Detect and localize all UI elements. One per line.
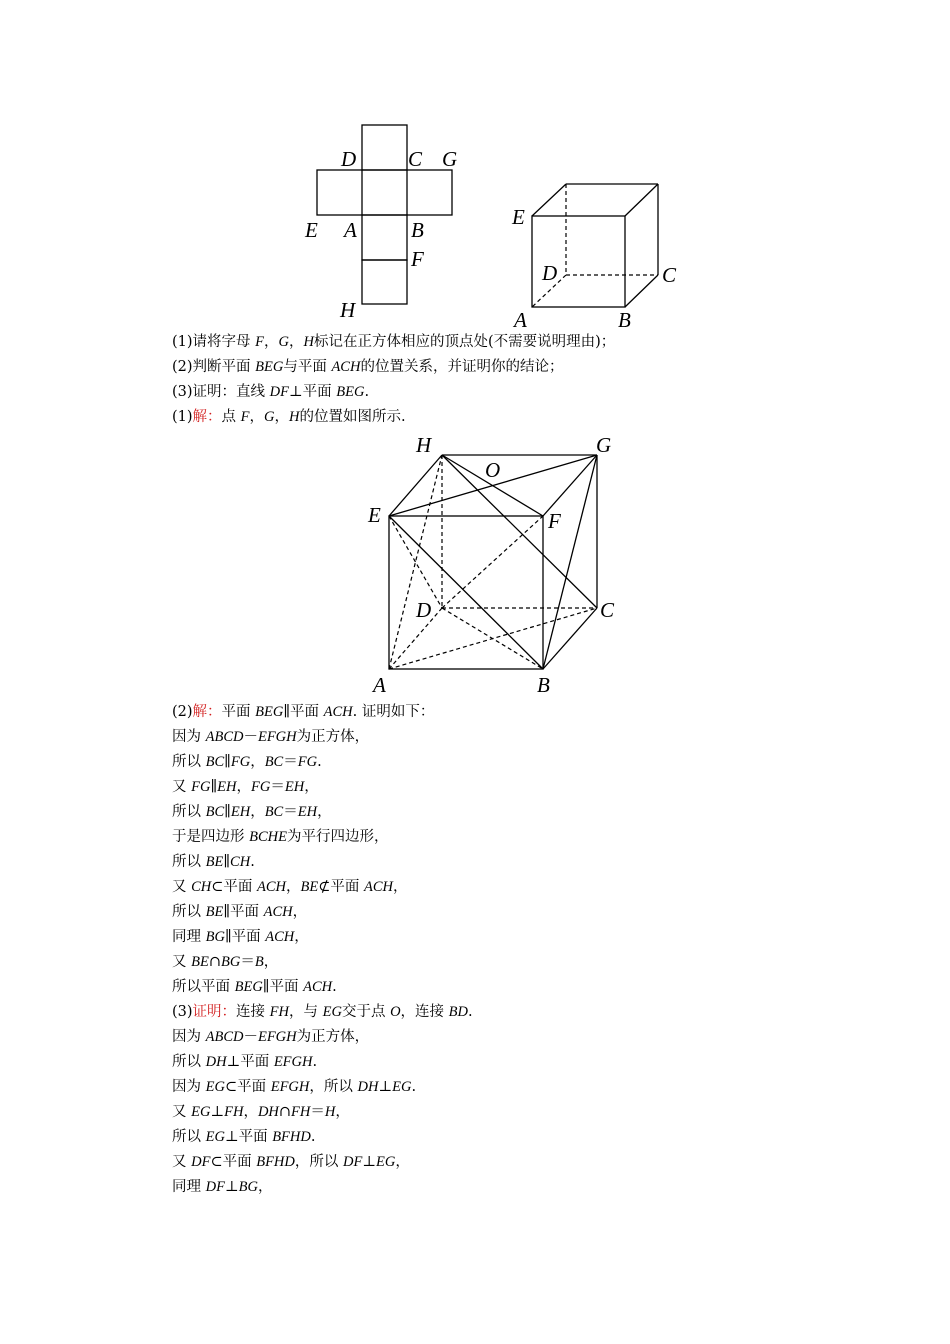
math-symbol: DF [205, 1179, 225, 1195]
math-symbol: H [324, 1104, 336, 1120]
text-segment: ∥平面 [262, 979, 304, 995]
math-symbol: CH [191, 879, 212, 895]
answer-2-heading [172, 703, 434, 721]
text-segment: . [312, 1054, 318, 1070]
text-segment: ＝ [240, 954, 255, 970]
text-segment: . [468, 1004, 473, 1020]
text-segment: . [310, 1129, 316, 1145]
math-symbol: ACH [303, 979, 333, 995]
text-segment: ， [292, 904, 308, 920]
math-symbol: EH [284, 779, 305, 795]
net-cube-diagram [300, 118, 685, 330]
text-segment: ＝ [310, 1104, 325, 1120]
text-segment: 交于点 [341, 1004, 391, 1020]
text-segment: 又 [172, 779, 192, 795]
answer-3-line-3 [172, 1078, 416, 1096]
math-symbol: H [289, 409, 300, 425]
answer-3-line-7 [172, 1178, 272, 1196]
text-segment: ∥ [210, 779, 218, 795]
math-symbol: ACH [257, 879, 287, 895]
math-symbol: FG [191, 779, 211, 795]
text-segment: ， [393, 879, 408, 895]
text-segment: (1)请将字母 [172, 334, 256, 350]
net-label-b: B [411, 218, 424, 242]
text-segment: ∥平面 [223, 904, 264, 920]
cube-label-d: D [542, 261, 558, 285]
text-segment: ⊥ [224, 1179, 239, 1195]
text-segment: 同理 [172, 929, 206, 945]
text-segment: 所以 [172, 804, 206, 820]
math-symbol: BEG [336, 384, 365, 400]
text-segment: ∥ [223, 854, 231, 870]
text-segment: 于是四边形 [172, 829, 250, 845]
sol-label-g: G [596, 433, 612, 457]
answer-3-heading [172, 1003, 473, 1021]
math-symbol: FG [230, 754, 251, 770]
text-segment: . [317, 754, 322, 770]
net-label-a: A [344, 218, 357, 242]
net-label-e: E [305, 218, 318, 242]
sol-label-c: C [600, 598, 615, 622]
text-segment: 为平行四边形， [286, 829, 389, 845]
sol-label-e: E [368, 503, 381, 527]
text-segment: ∥平面 [283, 704, 324, 720]
math-symbol: BG [220, 954, 241, 970]
math-symbol: BEG [255, 704, 284, 720]
text-segment: 因为 [172, 729, 206, 745]
text-segment: 所以 [172, 904, 206, 920]
text-segment: (1) [172, 409, 193, 425]
net-label-d: D [341, 147, 357, 171]
text-segment: ，连接 [400, 1004, 449, 1020]
question-1 [172, 333, 615, 351]
math-symbol: DH [357, 1079, 379, 1095]
math-symbol: DF [343, 1154, 363, 1170]
text-segment: 所以 [172, 754, 206, 770]
text-segment: ，所以 [309, 1079, 358, 1095]
text-segment: ⊥平面 [226, 1054, 274, 1070]
math-symbol: BC [205, 804, 225, 820]
sol-label-d: D [416, 598, 432, 622]
text-segment: ⊥ [362, 1154, 376, 1170]
math-symbol: BCHE [249, 829, 287, 845]
text-segment: ＝ [283, 804, 298, 820]
math-symbol: CH [230, 854, 251, 870]
answer-3-line-4 [172, 1103, 350, 1121]
answer-2-line-7 [172, 878, 408, 896]
text-segment: － [243, 729, 258, 745]
net-label-g: G [442, 147, 458, 171]
math-symbol: BG [205, 929, 225, 945]
cube-label-e: E [512, 205, 525, 229]
net-label-c: C [408, 147, 423, 171]
math-symbol: ACH [265, 929, 295, 945]
text-segment: ， [250, 804, 265, 820]
answer-3-line-6 [172, 1153, 410, 1171]
answer-2-line-11 [172, 978, 337, 996]
math-symbol: BC [264, 804, 284, 820]
net-label-f: F [411, 247, 424, 271]
text-segment: 又 [172, 1104, 192, 1120]
text-segment: 平面 [221, 704, 256, 720]
math-symbol: ACH [323, 704, 353, 720]
solution-tag: 证明： [192, 1004, 237, 1020]
text-segment: ，与 [289, 1004, 323, 1020]
answer-2-line-2 [172, 753, 322, 771]
math-symbol: BE [205, 904, 224, 920]
answer-3-line-5 [172, 1128, 315, 1146]
answer-2-line-9 [172, 928, 309, 946]
text-segment: (3)证明：直线 [172, 384, 270, 400]
text-segment: (2)判断平面 [172, 359, 256, 375]
math-symbol: EG [205, 1129, 225, 1145]
text-segment: ， [249, 409, 265, 425]
text-segment: ⊂平面 [211, 879, 258, 895]
cube-label-b: B [618, 308, 631, 330]
text-segment: ， [395, 1154, 410, 1170]
math-symbol: BC [205, 754, 225, 770]
math-symbol: EH [297, 804, 318, 820]
text-segment: － [243, 1029, 258, 1045]
text-segment: ∥平面 [224, 929, 266, 945]
math-symbol: EH [230, 804, 251, 820]
text-segment: ， [264, 334, 279, 350]
text-segment: 点 [221, 409, 241, 425]
question-3 [172, 383, 369, 401]
text-segment: . [411, 1079, 417, 1095]
math-symbol: ABCD [205, 1029, 244, 1045]
text-segment: ， [289, 334, 304, 350]
math-symbol: FH [291, 1104, 311, 1120]
math-symbol: EFGH [273, 1054, 313, 1070]
math-symbol: BFHD [256, 1154, 295, 1170]
answer-1-heading [172, 408, 406, 426]
text-segment: 所以平面 [172, 979, 235, 995]
text-segment: 所以 [172, 1129, 206, 1145]
text-segment: ∩ [208, 954, 221, 970]
sol-label-h: H [416, 433, 432, 457]
solution-tag: 解： [192, 409, 222, 425]
math-symbol: BE [205, 854, 224, 870]
text-segment: 所以 [172, 854, 206, 870]
text-segment: ， [317, 804, 332, 820]
text-segment: 连接 [236, 1004, 270, 1020]
text-segment: ， [263, 954, 279, 970]
text-segment: ⊥ [210, 1104, 225, 1120]
cube-label-a: A [514, 308, 527, 330]
text-segment: 与平面 [283, 359, 332, 375]
text-segment: 的位置关系，并证明你的结论； [360, 359, 564, 375]
math-symbol: EH [217, 779, 237, 795]
math-symbol: ACH [263, 904, 293, 920]
sol-label-o: O [485, 458, 501, 482]
text-segment: 又 [172, 1154, 192, 1170]
text-segment: ， [250, 754, 265, 770]
math-symbol: F [255, 334, 265, 350]
text-segment: ， [335, 1104, 350, 1120]
math-symbol: G [278, 334, 289, 350]
math-symbol: DF [191, 1154, 211, 1170]
sol-label-a: A [373, 673, 386, 697]
text-segment: 又 [172, 879, 192, 895]
answer-2-line-1 [172, 728, 369, 746]
question-2 [172, 358, 563, 376]
text-segment: ， [274, 409, 289, 425]
text-segment: ∥ [224, 804, 231, 820]
solution-cube-diagram [365, 430, 620, 698]
math-symbol: FH [269, 1004, 289, 1020]
answer-2-line-5 [172, 828, 388, 846]
math-symbol: BE [300, 879, 319, 895]
sol-label-b: B [537, 673, 550, 697]
text-segment: . [332, 979, 337, 995]
text-segment: ∥ [224, 754, 231, 770]
math-symbol: EG [392, 1079, 412, 1095]
math-symbol: DF [269, 384, 289, 400]
text-segment: ⊥平面 [289, 384, 337, 400]
math-symbol: EFGH [257, 729, 297, 745]
text-segment: ⊂平面 [210, 1154, 257, 1170]
text-segment: 为正方体， [296, 729, 370, 745]
math-symbol: BFHD [272, 1129, 311, 1145]
text-segment: (3) [172, 1004, 193, 1020]
text-segment: 为正方体， [296, 1029, 370, 1045]
math-symbol: EG [205, 1079, 225, 1095]
answer-2-line-4 [172, 803, 332, 821]
text-segment: 因为 [172, 1079, 206, 1095]
text-segment: ⊂平面 [224, 1079, 271, 1095]
text-segment: ⊥平面 [224, 1129, 273, 1145]
text-segment: 又 [172, 954, 192, 970]
math-symbol: G [264, 409, 275, 425]
text-segment: ， [243, 1104, 258, 1120]
math-symbol: BE [191, 954, 209, 970]
math-symbol: DH [205, 1054, 227, 1070]
text-segment: ∩ [278, 1104, 292, 1120]
text-segment: ， [257, 1179, 273, 1195]
math-symbol: O [390, 1004, 401, 1020]
text-segment: ⊥ [378, 1079, 393, 1095]
cube-label-c: C [662, 263, 677, 287]
answer-3-line-1 [172, 1028, 369, 1046]
math-symbol: FG [251, 779, 271, 795]
math-symbol: BC [264, 754, 284, 770]
math-symbol: EG [375, 1154, 396, 1170]
answer-2-line-8 [172, 903, 307, 921]
math-symbol: ACH [364, 879, 394, 895]
figure-solution-cube [365, 430, 620, 698]
math-symbol: EG [191, 1104, 211, 1120]
text-segment: 标记在正方体相应的顶点处(不需要说明理由)； [313, 334, 616, 350]
answer-2-line-6 [172, 853, 255, 871]
text-segment: . [250, 854, 255, 870]
text-segment: ， [236, 779, 251, 795]
text-segment: ， [294, 929, 309, 945]
math-symbol: FG [297, 754, 318, 770]
text-segment: 因为 [172, 1029, 206, 1045]
math-symbol: DH [257, 1104, 279, 1120]
math-symbol: ACH [331, 359, 361, 375]
text-segment: ，所以 [294, 1154, 343, 1170]
math-symbol: BD [448, 1004, 468, 1020]
math-symbol: EFGH [270, 1079, 310, 1095]
net-label-h: H [340, 298, 356, 322]
sol-label-f: F [548, 509, 561, 533]
answer-3-line-2 [172, 1053, 317, 1071]
answer-2-line-10 [172, 953, 278, 971]
math-symbol: EFGH [257, 1029, 297, 1045]
math-symbol: BEG [234, 979, 263, 995]
math-symbol: B [254, 954, 264, 970]
text-segment: (2) [172, 704, 193, 720]
math-symbol: BEG [255, 359, 284, 375]
text-segment: ＝ [270, 779, 285, 795]
math-symbol: H [303, 334, 314, 350]
text-segment: ， [286, 879, 301, 895]
text-segment: ⊄平面 [318, 879, 365, 895]
text-segment: ＝ [283, 754, 298, 770]
math-symbol: BG [238, 1179, 258, 1195]
math-symbol: ABCD [205, 729, 244, 745]
answer-2-line-3 [172, 778, 319, 796]
math-symbol: EG [322, 1004, 342, 1020]
text-segment: 同理 [172, 1179, 206, 1195]
math-symbol: FH [224, 1104, 244, 1120]
text-segment: . 证明如下： [352, 704, 435, 720]
text-segment: 所以 [172, 1054, 206, 1070]
text-segment: 的位置如图所示. [299, 409, 406, 425]
math-symbol: F [240, 409, 250, 425]
solution-tag: 解： [192, 704, 222, 720]
text-segment: . [364, 384, 370, 400]
text-segment: ， [304, 779, 319, 795]
figure-net-and-cube [300, 118, 685, 330]
